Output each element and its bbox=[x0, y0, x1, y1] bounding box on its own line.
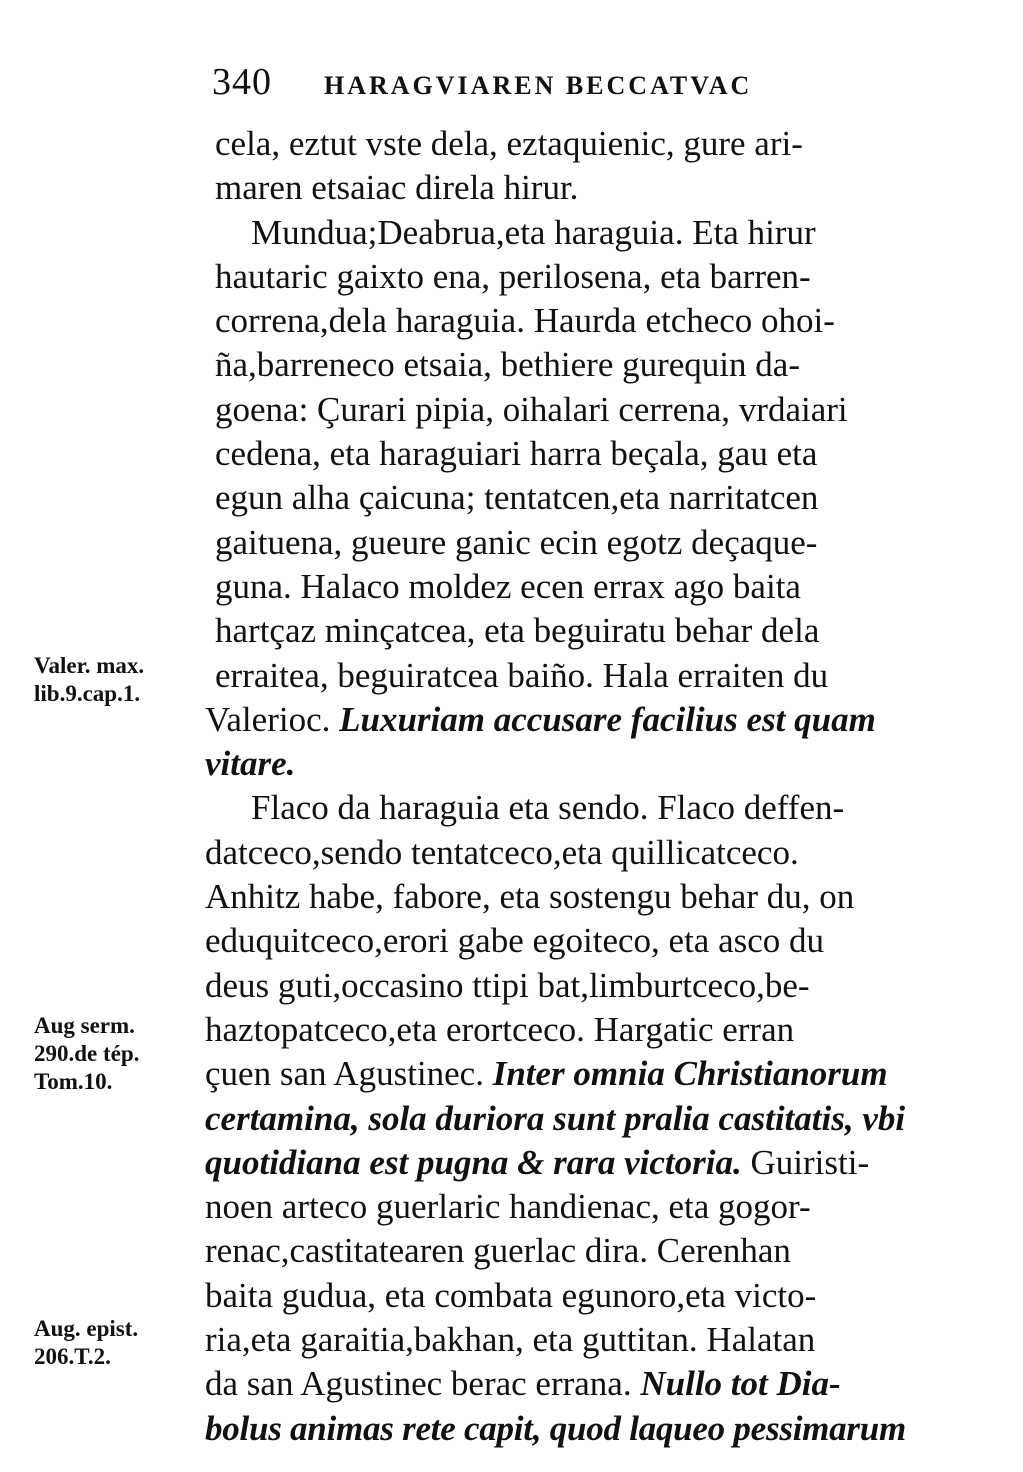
text-line bbox=[205, 476, 917, 520]
text-line bbox=[205, 1052, 917, 1096]
page-header bbox=[212, 60, 832, 108]
margin-note-valerius bbox=[34, 652, 144, 708]
text-segment: noen arteco guerlaric handienac, eta gogor- bbox=[205, 1187, 811, 1227]
latin-quote: Luxuriam accusare facilius est quam bbox=[339, 699, 876, 739]
text-segment: hautaric gaixto ena, perilosena, eta barren- bbox=[215, 256, 811, 296]
page-number: 340 bbox=[212, 61, 272, 103]
text-segment: Valerioc. bbox=[205, 699, 340, 739]
margin-note-line: 206.T.2. bbox=[34, 1344, 111, 1369]
text-segment: hartçaz minçatcea, eta beguiratu behar dela bbox=[215, 611, 820, 651]
latin-quote: bolus animas rete capit, quod laqueo pessimarum bbox=[205, 1408, 906, 1448]
text-line bbox=[205, 565, 917, 609]
text-line bbox=[205, 1318, 917, 1362]
text-line bbox=[205, 211, 917, 255]
text-line bbox=[205, 1097, 917, 1141]
text-segment: deus guti,occasino ttipi bat,limburtceco,be- bbox=[205, 965, 810, 1005]
text-segment: datceco,sendo tentatceco,eta quillicatceco. bbox=[205, 832, 799, 872]
text-segment: gaituena, gueure ganic ecin egotz deçaque- bbox=[215, 522, 818, 562]
margin-note-line: Valer. max. bbox=[34, 653, 145, 678]
text-segment: erraitea, beguiratcea baiño. Hala erraiten du bbox=[215, 655, 829, 695]
text-segment: Guiristi- bbox=[741, 1142, 870, 1182]
text-line bbox=[205, 255, 917, 299]
text-segment: haztopatceco,eta erortceco. Hargatic erran bbox=[205, 1009, 795, 1049]
text-line bbox=[205, 964, 917, 1008]
latin-quote: certamina, sola duriora sunt pralia castitatis, vbi bbox=[205, 1098, 906, 1138]
text-line bbox=[205, 609, 917, 653]
text-line bbox=[205, 831, 917, 875]
text-line bbox=[205, 122, 917, 166]
text-line bbox=[205, 1185, 917, 1229]
text-line bbox=[205, 1274, 917, 1318]
text-segment: Anhitz habe, fabore, eta sostengu behar du, on bbox=[205, 877, 855, 917]
text-line bbox=[205, 742, 917, 786]
margin-note-augustine-sermon bbox=[34, 1012, 139, 1096]
text-line bbox=[205, 875, 917, 919]
text-segment: ña,barreneco etsaia, bethiere gurequin da- bbox=[215, 345, 800, 385]
margin-note-line: Aug serm. bbox=[34, 1013, 135, 1038]
text-segment: eduquitceco,erori gabe egoiteco, eta asco du bbox=[205, 921, 825, 961]
text-segment: çuen san Agustinec. bbox=[205, 1054, 493, 1094]
text-segment: goena: Çurari pipia, oihalari cerrena, vrdaiari bbox=[215, 389, 848, 429]
text-segment: maren etsaiac direla hirur. bbox=[215, 168, 579, 208]
text-line bbox=[205, 299, 917, 343]
text-line bbox=[205, 521, 917, 565]
text-line bbox=[205, 654, 917, 698]
margin-note-line: lib.9.cap.1. bbox=[34, 681, 141, 706]
text-line bbox=[205, 1141, 917, 1185]
text-line bbox=[205, 1229, 917, 1273]
text-segment: ria,eta garaitia,bakhan, eta guttitan. Halatan bbox=[205, 1320, 816, 1360]
latin-quote: Inter omnia Christianorum bbox=[492, 1054, 888, 1094]
text-segment: renac,castitatearen guerlac dira. Cerenhan bbox=[205, 1231, 791, 1271]
margin-note-line: Aug. epist. bbox=[34, 1316, 139, 1341]
text-line bbox=[205, 698, 917, 742]
text-line bbox=[205, 388, 917, 432]
text-segment: Flaco da haraguia eta sendo. Flaco deffen- bbox=[251, 788, 845, 828]
latin-quote: Nullo tot Dia- bbox=[640, 1364, 841, 1404]
margin-note-line: 290.de tép. bbox=[34, 1041, 140, 1066]
latin-quote: quotidiana est pugna & rara victoria. bbox=[205, 1142, 742, 1182]
text-line bbox=[205, 786, 917, 830]
text-line bbox=[205, 432, 917, 476]
text-segment: guna. Halaco moldez ecen errax ago baita bbox=[215, 566, 801, 606]
text-line bbox=[205, 919, 917, 963]
text-segment: cela, eztut vste dela, eztaquienic, gure ari- bbox=[215, 124, 803, 163]
margin-note-augustine-epistle bbox=[34, 1315, 138, 1371]
text-segment: baita gudua, eta combata egunoro,eta victo- bbox=[205, 1275, 817, 1315]
text-segment: da san Agustinec berac errana. bbox=[205, 1364, 641, 1404]
margin-note-line: Tom.10. bbox=[34, 1069, 113, 1094]
text-segment: correna,dela haraguia. Haurda etcheco ohoi- bbox=[215, 301, 835, 341]
latin-quote: vitare. bbox=[205, 744, 296, 784]
text-segment: Mundua;Deabrua,eta haraguia. Eta hirur bbox=[251, 212, 816, 252]
text-line bbox=[205, 166, 917, 210]
text-line bbox=[205, 343, 917, 387]
text-line bbox=[205, 1008, 917, 1052]
text-segment: egun alha çaicuna; tentatcen,eta narritatcen bbox=[215, 478, 819, 518]
text-line bbox=[205, 1362, 917, 1406]
main-text bbox=[205, 122, 917, 1451]
text-line bbox=[205, 1407, 917, 1451]
running-title: HARAGVIAREN BECCATVAC bbox=[324, 71, 753, 100]
text-segment: cedena, eta haraguiari harra beçala, gau eta bbox=[215, 434, 818, 474]
